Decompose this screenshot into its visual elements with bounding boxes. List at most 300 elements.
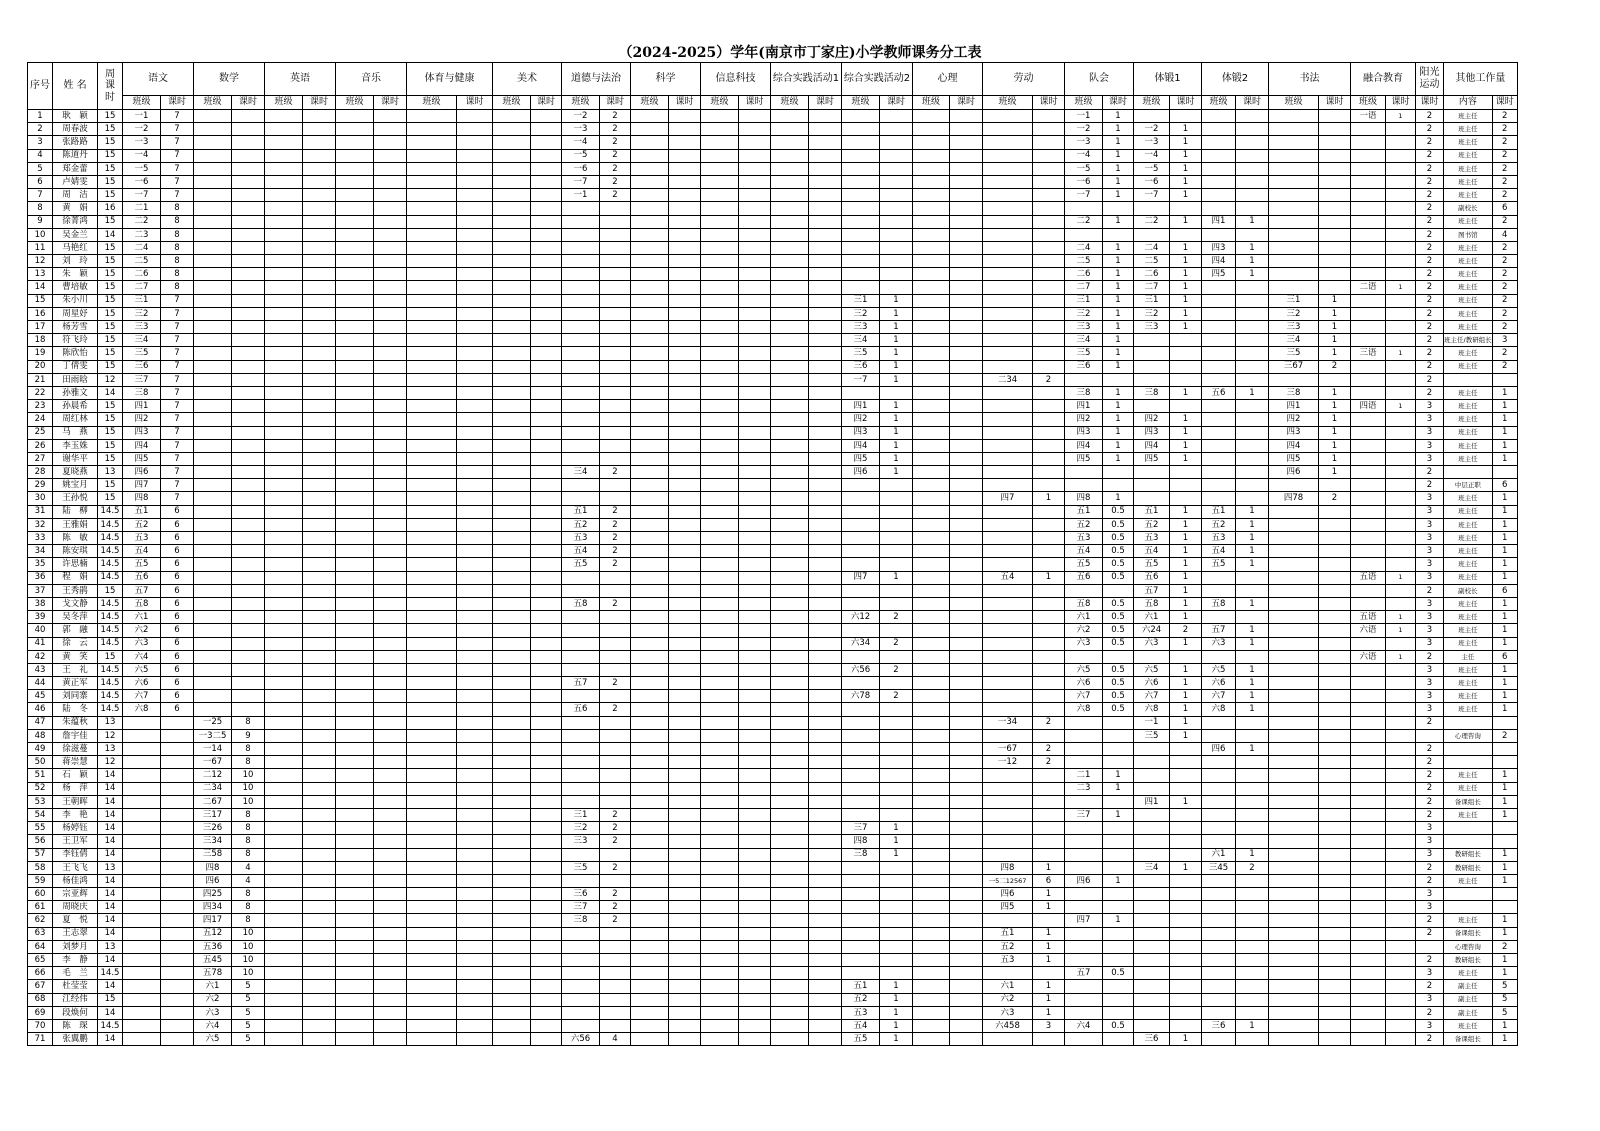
table-cell <box>739 980 771 993</box>
table-cell <box>1269 901 1319 914</box>
table-cell: 五6 <box>1202 386 1236 399</box>
table-cell <box>1103 861 1134 874</box>
table-cell <box>669 874 701 887</box>
table-cell <box>374 782 407 795</box>
table-cell <box>1269 993 1319 1006</box>
table-cell <box>950 110 983 123</box>
table-cell: 1 <box>1170 637 1202 650</box>
table-cell <box>232 241 265 254</box>
table-cell: 14.5 <box>98 597 123 610</box>
table-cell: 15 <box>98 281 123 294</box>
table-cell: 2 <box>1492 215 1517 228</box>
table-cell <box>842 954 880 967</box>
table-cell: 2 <box>1492 136 1517 149</box>
table-cell <box>1103 479 1134 492</box>
table-cell: 班主任 <box>1444 532 1493 545</box>
table-row <box>28 558 1518 571</box>
table-cell: 班主任 <box>1444 1019 1493 1032</box>
table-cell: 2 <box>1033 716 1065 729</box>
table-cell <box>336 189 374 202</box>
table-row <box>28 769 1518 782</box>
table-cell <box>771 452 809 465</box>
table-cell <box>457 505 493 518</box>
table-cell <box>950 967 983 980</box>
table-cell <box>374 281 407 294</box>
table-cell <box>457 624 493 637</box>
table-cell <box>1319 940 1351 953</box>
table-cell: 1 <box>1492 518 1517 531</box>
table-cell <box>739 162 771 175</box>
header-class: 班级 <box>771 96 809 110</box>
table-cell <box>1236 835 1269 848</box>
table-cell: 8 <box>232 716 265 729</box>
table-cell <box>1065 1033 1103 1046</box>
table-cell <box>1351 215 1386 228</box>
table-cell <box>1269 1006 1319 1019</box>
table-cell <box>983 268 1033 281</box>
table-cell <box>265 888 303 901</box>
table-cell <box>669 492 701 505</box>
table-cell <box>631 413 669 426</box>
table-cell <box>336 347 374 360</box>
table-cell <box>1319 241 1351 254</box>
table-cell: 王朝晖 <box>53 795 98 808</box>
table-cell <box>374 940 407 953</box>
table-cell <box>631 703 669 716</box>
table-cell <box>1319 795 1351 808</box>
table-row <box>28 1006 1518 1019</box>
table-cell: 2 <box>1416 241 1444 254</box>
table-cell <box>336 716 374 729</box>
table-cell <box>531 993 562 1006</box>
table-cell <box>1269 281 1319 294</box>
table-cell: 六3 <box>123 637 161 650</box>
table-cell: 六8 <box>123 703 161 716</box>
table-cell <box>457 281 493 294</box>
table-cell <box>913 1033 950 1046</box>
table-cell <box>562 215 600 228</box>
table-cell <box>531 914 562 927</box>
table-cell <box>880 914 913 927</box>
table-cell <box>1319 690 1351 703</box>
table-cell <box>1351 518 1386 531</box>
table-cell <box>669 729 701 742</box>
table-cell <box>1033 189 1065 202</box>
table-cell <box>842 505 880 518</box>
table-cell: 6 <box>161 584 194 597</box>
table-cell <box>809 123 842 136</box>
table-cell: 2 <box>600 123 631 136</box>
table-cell: 2 <box>600 703 631 716</box>
table-cell <box>303 637 336 650</box>
table-cell <box>1134 848 1170 861</box>
table-cell: 1 <box>1170 861 1202 874</box>
table-cell <box>771 492 809 505</box>
table-cell: 谢华平 <box>53 452 98 465</box>
table-cell: 六8 <box>1065 703 1103 716</box>
table-cell <box>1202 334 1236 347</box>
table-cell: 宗亚辉 <box>53 888 98 901</box>
table-cell <box>669 334 701 347</box>
table-cell <box>531 189 562 202</box>
table-cell: 7 <box>161 452 194 465</box>
table-cell: 三4 <box>1269 334 1319 347</box>
table-cell <box>631 400 669 413</box>
table-cell <box>457 110 493 123</box>
table-cell <box>562 663 600 676</box>
table-cell <box>983 281 1033 294</box>
table-cell <box>739 558 771 571</box>
table-cell: 57 <box>28 848 53 861</box>
table-cell: 2 <box>1492 347 1517 360</box>
table-cell <box>562 571 600 584</box>
table-cell <box>1134 334 1170 347</box>
table-cell: 陆 冬 <box>53 703 98 716</box>
table-cell <box>1033 215 1065 228</box>
table-cell <box>407 571 457 584</box>
table-cell <box>701 413 739 426</box>
table-cell <box>1103 584 1134 597</box>
table-cell: 12 <box>98 373 123 386</box>
table-cell: 1 <box>1170 677 1202 690</box>
table-cell: 陈 琛 <box>53 1019 98 1032</box>
table-cell <box>374 149 407 162</box>
table-cell: 1 <box>28 110 53 123</box>
table-cell <box>1103 980 1134 993</box>
table-cell <box>913 466 950 479</box>
table-cell: 10 <box>232 940 265 953</box>
table-cell <box>194 400 232 413</box>
table-cell <box>1134 360 1170 373</box>
table-cell: 7 <box>161 373 194 386</box>
table-cell <box>913 439 950 452</box>
table-cell <box>983 808 1033 821</box>
table-cell <box>1202 1006 1236 1019</box>
table-cell <box>161 1019 194 1032</box>
table-cell <box>457 650 493 663</box>
table-cell: 2 <box>1492 149 1517 162</box>
table-cell: 四8 <box>194 861 232 874</box>
table-cell <box>493 967 531 980</box>
table-cell: 15 <box>98 334 123 347</box>
table-cell <box>950 822 983 835</box>
table-cell: 14 <box>98 795 123 808</box>
table-cell: 二语 <box>1351 281 1386 294</box>
table-cell: 30 <box>28 492 53 505</box>
table-cell <box>194 677 232 690</box>
table-cell: 1 <box>1033 993 1065 1006</box>
table-cell <box>1033 558 1065 571</box>
table-cell <box>1269 927 1319 940</box>
table-cell <box>600 400 631 413</box>
header-class: 班级 <box>493 96 531 110</box>
table-row <box>28 136 1518 149</box>
table-cell <box>1386 584 1416 597</box>
table-cell <box>265 597 303 610</box>
table-cell <box>669 228 701 241</box>
table-row <box>28 954 1518 967</box>
table-cell <box>880 162 913 175</box>
table-cell: 五3 <box>1065 532 1103 545</box>
table-cell: 蒋崇慧 <box>53 756 98 769</box>
table-cell: 7 <box>161 347 194 360</box>
table-cell <box>809 386 842 399</box>
table-cell: 2 <box>1492 281 1517 294</box>
table-cell <box>913 769 950 782</box>
table-cell <box>1351 888 1386 901</box>
table-cell <box>531 954 562 967</box>
table-cell <box>493 123 531 136</box>
table-cell <box>1134 954 1170 967</box>
table-cell <box>1351 716 1386 729</box>
table-cell: 1 <box>1492 532 1517 545</box>
header-class: 班级 <box>701 96 739 110</box>
table-cell <box>739 861 771 874</box>
table-cell: 六5 <box>1202 663 1236 676</box>
table-cell <box>983 123 1033 136</box>
table-body <box>28 110 1518 1046</box>
table-cell: 65 <box>28 954 53 967</box>
table-cell <box>336 400 374 413</box>
table-cell <box>1236 571 1269 584</box>
table-cell <box>303 294 336 307</box>
table-cell <box>842 677 880 690</box>
table-cell: 三语 <box>1351 347 1386 360</box>
table-row <box>28 690 1518 703</box>
table-cell <box>809 835 842 848</box>
table-cell <box>913 373 950 386</box>
table-cell: 周红林 <box>53 413 98 426</box>
table-cell <box>983 386 1033 399</box>
table-cell: 副校长 <box>1444 202 1493 215</box>
table-cell <box>739 175 771 188</box>
table-cell: 刘梦月 <box>53 940 98 953</box>
table-cell: 三4 <box>562 466 600 479</box>
table-cell <box>1236 729 1269 742</box>
table-cell <box>771 729 809 742</box>
table-cell <box>265 255 303 268</box>
table-cell <box>669 1006 701 1019</box>
table-cell <box>1033 505 1065 518</box>
table-cell <box>771 901 809 914</box>
table-cell <box>631 690 669 703</box>
table-cell <box>669 149 701 162</box>
table-cell <box>739 756 771 769</box>
table-cell: 14 <box>28 281 53 294</box>
table-row <box>28 360 1518 373</box>
table-cell <box>1386 1006 1416 1019</box>
table-cell: 2 <box>880 611 913 624</box>
table-cell <box>950 677 983 690</box>
table-cell: 1 <box>1236 690 1269 703</box>
table-cell <box>232 624 265 637</box>
table-cell <box>1269 149 1319 162</box>
table-cell <box>457 136 493 149</box>
table-cell: 一2 <box>562 110 600 123</box>
table-cell: 1 <box>1033 888 1065 901</box>
table-cell <box>457 228 493 241</box>
table-cell <box>950 571 983 584</box>
table-cell <box>1033 650 1065 663</box>
table-cell <box>1236 321 1269 334</box>
table-cell: 2 <box>1416 373 1444 386</box>
table-cell <box>457 268 493 281</box>
table-cell <box>1170 479 1202 492</box>
table-cell: 1 <box>880 400 913 413</box>
table-cell <box>1351 914 1386 927</box>
table-cell: 16 <box>28 307 53 320</box>
table-cell <box>1236 307 1269 320</box>
table-cell <box>407 624 457 637</box>
table-cell: 二4 <box>123 241 161 254</box>
table-cell <box>265 1006 303 1019</box>
table-cell: 1 <box>1236 663 1269 676</box>
table-cell: 五7 <box>1134 584 1170 597</box>
table-cell: 1 <box>1492 677 1517 690</box>
table-cell <box>600 993 631 1006</box>
table-cell: 1 <box>1103 413 1134 426</box>
table-cell: 四5 <box>1202 268 1236 281</box>
table-cell <box>336 703 374 716</box>
table-cell: 1 <box>1319 294 1351 307</box>
table-cell <box>457 334 493 347</box>
table-cell <box>1351 505 1386 518</box>
table-cell: 三5 <box>123 347 161 360</box>
table-cell <box>669 835 701 848</box>
table-cell <box>701 400 739 413</box>
table-cell <box>562 650 600 663</box>
table-cell <box>701 426 739 439</box>
table-cell <box>457 690 493 703</box>
table-cell: 2 <box>600 677 631 690</box>
table-cell: 四7 <box>842 571 880 584</box>
table-cell: 0.5 <box>1103 637 1134 650</box>
table-cell <box>631 901 669 914</box>
table-cell: 三7 <box>1065 808 1103 821</box>
table-cell <box>983 835 1033 848</box>
table-cell <box>669 808 701 821</box>
table-cell <box>493 215 531 228</box>
table-cell <box>600 624 631 637</box>
table-cell <box>1065 1006 1103 1019</box>
table-cell <box>1103 716 1134 729</box>
table-cell: 45 <box>28 690 53 703</box>
table-cell <box>809 822 842 835</box>
table-cell: 班主任 <box>1444 386 1493 399</box>
table-cell <box>374 162 407 175</box>
table-cell <box>336 492 374 505</box>
table-cell <box>457 439 493 452</box>
table-cell <box>913 743 950 756</box>
table-cell: 二2 <box>1134 215 1170 228</box>
table-cell <box>161 940 194 953</box>
table-cell <box>983 162 1033 175</box>
table-cell <box>232 452 265 465</box>
table-cell <box>771 927 809 940</box>
table-cell <box>374 835 407 848</box>
table-cell <box>457 663 493 676</box>
table-cell <box>913 241 950 254</box>
header-class: 班级 <box>983 96 1033 110</box>
table-cell <box>600 782 631 795</box>
table-cell: 教研组长 <box>1444 861 1493 874</box>
table-cell <box>1351 677 1386 690</box>
table-cell <box>1134 980 1170 993</box>
table-cell: 2 <box>1416 914 1444 927</box>
table-cell: 1 <box>880 321 913 334</box>
table-cell: 一1 <box>1134 716 1170 729</box>
table-cell: 59 <box>28 874 53 887</box>
table-cell: 1 <box>1492 927 1517 940</box>
table-cell <box>374 400 407 413</box>
table-row <box>28 439 1518 452</box>
table-cell <box>913 136 950 149</box>
table-cell <box>407 294 457 307</box>
table-cell <box>194 584 232 597</box>
table-cell: 三6 <box>1065 360 1103 373</box>
table-cell <box>739 334 771 347</box>
table-cell <box>374 334 407 347</box>
table-cell <box>1269 215 1319 228</box>
table-cell <box>669 795 701 808</box>
header-class: 班级 <box>842 96 880 110</box>
table-cell: 7 <box>161 466 194 479</box>
table-cell: 2 <box>1492 307 1517 320</box>
table-cell <box>336 624 374 637</box>
table-cell: 1 <box>1103 136 1134 149</box>
table-cell: 段焕何 <box>53 1006 98 1019</box>
table-cell <box>407 228 457 241</box>
table-cell <box>1236 136 1269 149</box>
table-cell <box>1134 1006 1170 1019</box>
table-cell <box>562 716 600 729</box>
table-cell: 一5二12567 <box>983 874 1033 887</box>
table-cell: 40 <box>28 624 53 637</box>
table-cell <box>1319 110 1351 123</box>
table-row <box>28 650 1518 663</box>
table-cell <box>739 597 771 610</box>
table-cell <box>374 611 407 624</box>
table-cell <box>531 321 562 334</box>
table-cell <box>531 281 562 294</box>
table-cell <box>1386 795 1416 808</box>
table-cell <box>880 795 913 808</box>
table-cell: 四4 <box>1269 439 1319 452</box>
table-cell <box>407 452 457 465</box>
table-cell: 37 <box>28 584 53 597</box>
table-cell <box>842 808 880 821</box>
table-cell <box>669 518 701 531</box>
table-cell: 班主任 <box>1444 703 1493 716</box>
table-cell <box>336 611 374 624</box>
table-cell: 四5 <box>123 452 161 465</box>
table-cell: 68 <box>28 993 53 1006</box>
table-cell: 14 <box>98 980 123 993</box>
table-cell <box>562 360 600 373</box>
table-cell <box>701 228 739 241</box>
table-cell: 1 <box>1103 307 1134 320</box>
table-cell <box>1033 413 1065 426</box>
table-cell <box>493 149 531 162</box>
table-cell: 五4 <box>1065 545 1103 558</box>
table-cell <box>457 1033 493 1046</box>
table-cell: 四1 <box>123 400 161 413</box>
table-cell <box>669 716 701 729</box>
table-cell <box>913 281 950 294</box>
table-cell <box>600 1006 631 1019</box>
table-cell: 0.5 <box>1103 677 1134 690</box>
table-cell <box>669 782 701 795</box>
